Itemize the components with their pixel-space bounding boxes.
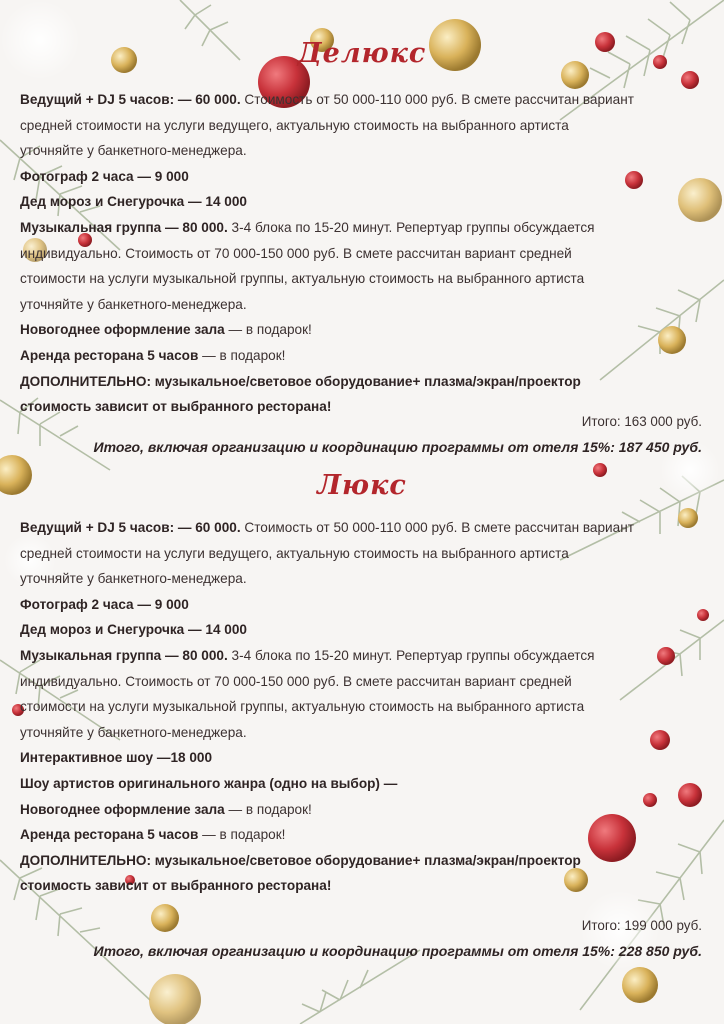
lux-extra-2 [20, 873, 710, 899]
lux-decor-line [20, 797, 710, 823]
deluxe-rent-label: Аренда ресторана 5 часов [20, 347, 199, 363]
lux-santa [20, 617, 710, 643]
deluxe-host-label: Ведущий + DJ 5 часов: — 60 000. [20, 92, 241, 107]
lux-decor-label: Новогоднее оформление зала [20, 801, 225, 817]
lux-rent-label: Аренда ресторана 5 часов [20, 827, 199, 843]
lux-show-label: Интерактивное шоу —18 000 [20, 750, 213, 766]
lux-host-text-3: уточняйте у банкетного-менеджера. [20, 571, 247, 587]
lux-rent-line [20, 822, 710, 848]
lux-band-text-2: индивидуально. Стоимость от 70 000-150 000 руб. В смете рассчитан вариант средней [20, 673, 572, 689]
deluxe-host-line [20, 87, 710, 113]
deluxe-extra-2-label: стоимость зависит от выбранного ресторана! [20, 399, 332, 415]
lux-artists [20, 771, 710, 797]
deluxe-host-text-2: средней стоимости на услуги ведущего, актуальную стоимость на выбранного артиста [20, 117, 569, 133]
deluxe-total: Итого: 163 000 руб. [581, 414, 702, 429]
lux-photographer [20, 592, 710, 618]
lux-host-line [20, 515, 710, 541]
lux-host-text-2: средней стоимости на услуги ведущего, актуальную стоимость на выбранного артиста [20, 545, 569, 561]
lux-photographer-label: Фотограф 2 часа — 9 000 [20, 596, 189, 612]
deluxe-host-text-3: уточняйте у банкетного-менеджера. [20, 143, 247, 159]
deluxe-band-text-2: индивидуально. Стоимость от 70 000-150 000 руб. В смете рассчитан вариант средней [20, 245, 572, 261]
lux-extra-1 [20, 848, 710, 874]
lux-rent-text: — в подарок! [198, 827, 286, 843]
lux-extra-1-label: ДОПОЛНИТЕЛЬНО: музыкальное/световое оборудование+ плазма/экран/проектор [20, 852, 581, 868]
deluxe-santa [20, 189, 710, 215]
deluxe-band-text: 3-4 блока по 15-20 минут. Репертуар группы обсуждается [227, 219, 595, 235]
lux-title: Люкс [317, 470, 407, 501]
lux-total-full: Итого, включая организацию и координацию программы от отеля 15%: 228 850 руб. [93, 943, 702, 959]
lux-band-label: Музыкальная группа — 80 000. [20, 647, 228, 663]
deluxe-host-text: Стоимость от 50 000-110 000 руб. В смете рассчитан вариант [240, 92, 634, 107]
deluxe-santa-label: Дед мороз и Снегурочка — 14 000 [20, 194, 247, 210]
deluxe-band-line [20, 215, 710, 241]
deluxe-band-text-4: уточняйте у банкетного-менеджера. [20, 296, 247, 312]
deluxe-photographer [20, 164, 710, 190]
deluxe-decor-text: — в подарок! [224, 322, 312, 338]
lux-band-text-3: стоимости на услуги музыкальной группы, актуальную стоимость на выбранного артиста [20, 699, 585, 715]
lux-artists-label: Шоу артистов оригинального жанра (одно на выбор) — [20, 775, 398, 791]
deluxe-extra-1-label: ДОПОЛНИТЕЛЬНО: музыкальное/световое оборудование+ плазма/экран/проектор [20, 373, 581, 389]
deluxe-extra-1 [20, 369, 710, 395]
lux-band-line [20, 643, 710, 669]
deluxe-section [20, 87, 710, 420]
lux-decor-text: — в подарок! [224, 801, 312, 817]
lux-show [20, 745, 710, 771]
lux-band-text: 3-4 блока по 15-20 минут. Репертуар группы обсуждается [227, 647, 595, 663]
deluxe-band-label: Музыкальная группа — 80 000. [20, 219, 228, 235]
deluxe-total-full: Итого, включая организацию и координацию программы от отеля 15%: 187 450 руб. [93, 439, 702, 455]
lux-section [20, 515, 710, 899]
lux-santa-label: Дед мороз и Снегурочка — 14 000 [20, 622, 247, 638]
deluxe-rent-line [20, 343, 710, 369]
lux-band-text-4: уточняйте у банкетного-менеджера. [20, 724, 247, 740]
lux-host-text: Стоимость от 50 000-110 000 руб. В смете рассчитан вариант [240, 520, 634, 535]
lux-extra-2-label: стоимость зависит от выбранного ресторана! [20, 878, 332, 894]
lux-total: Итого: 199 000 руб. [581, 918, 702, 933]
deluxe-title: Делюкс [297, 38, 427, 69]
deluxe-band-text-3: стоимости на услуги музыкальной группы, актуальную стоимость на выбранного артиста [20, 271, 585, 287]
lux-host-label: Ведущий + DJ 5 часов: — 60 000. [20, 520, 241, 535]
deluxe-rent-text: — в подарок! [198, 347, 286, 363]
deluxe-decor-line [20, 317, 710, 343]
deluxe-photographer-label: Фотограф 2 часа — 9 000 [20, 168, 189, 184]
deluxe-decor-label: Новогоднее оформление зала [20, 322, 225, 338]
